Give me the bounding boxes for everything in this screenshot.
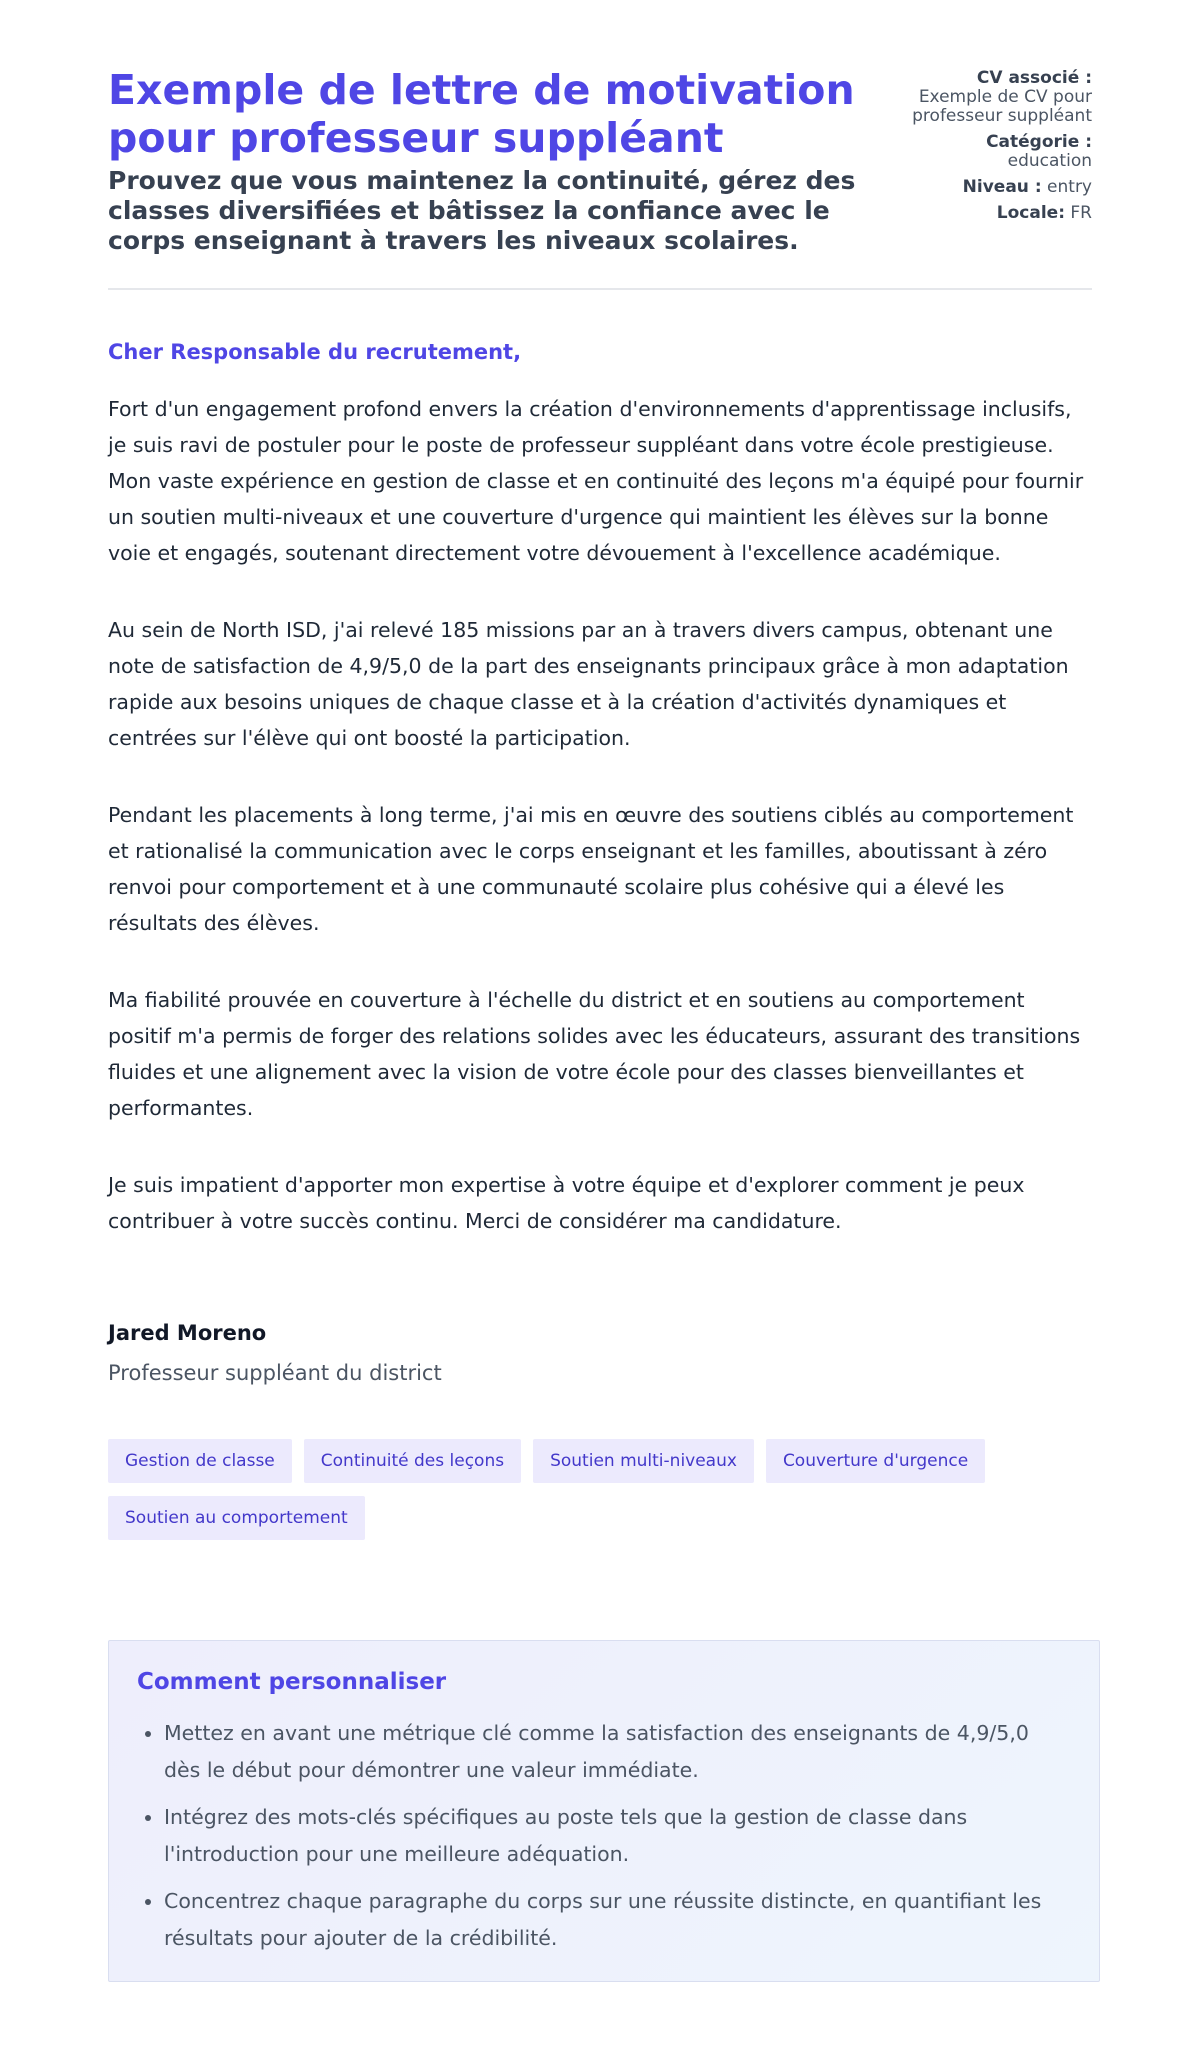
meta-level-value: entry: [1047, 177, 1092, 197]
tips-item: • Mettez en avant une métrique clé comme la satisfaction des enseignants de 4,9/5,0 dès le début pour démontrer une valeur immédiate.: [164, 1715, 1071, 1789]
meta-category-label: Catégorie :: [986, 132, 1092, 152]
letter-salutation: Cher Responsable du recrutement,: [108, 340, 522, 364]
meta-locale-value: FR: [1070, 203, 1092, 223]
letter-paragraph: Pendant les placements à long terme, j'ai mis en œuvre des soutiens ciblés au comportement et rationalisé la communication avec le corps enseignant et les familles, aboutissant à zéro renvoi pour comportement et à une communauté scolaire plus cohésive qui a élevé les résultats des élèves.: [108, 803, 1074, 935]
signature: [108, 1319, 1092, 1387]
signature-role: Professeur suppléant du district: [108, 1361, 442, 1385]
page-title: Exemple de lettre de motivation pour professeur suppléant: [108, 66, 855, 162]
meta-cv: [903, 69, 1092, 126]
page-header: [108, 60, 1092, 290]
letter-body: [108, 391, 1092, 1239]
meta-level: [903, 178, 1092, 197]
customization-tips: [108, 1640, 1100, 1982]
skill-tag: Soutien au comportement: [108, 1496, 365, 1540]
tips-title: Comment personnaliser: [137, 1669, 447, 1695]
letter-paragraph: Je suis impatient d'apporter mon expertise à votre équipe et d'explorer comment je peux contribuer à votre succès continu. Merci de considérer ma candidature.: [108, 1173, 1025, 1233]
skill-tag: Soutien multi-niveaux: [533, 1439, 754, 1483]
meta-category: [903, 133, 1092, 171]
meta-panel: [903, 60, 1092, 230]
skill-tag: Continuité des leçons: [304, 1439, 521, 1483]
letter-paragraph: Au sein de North ISD, j'ai relevé 185 missions par an à travers divers campus, obtenant une note de satisfaction de 4,9/5,0 de la part des enseignants principaux grâce à mon adaptation rapide aux besoins uniques de chaque classe et à la création d'activités dynamiques et centrées sur l'élève qui ont boosté la participation.: [108, 618, 1069, 750]
meta-locale-label: Locale:: [996, 203, 1065, 223]
meta-level-label: Niveau :: [962, 177, 1042, 197]
meta-cv-value: Exemple de CV pour professeur suppléant: [912, 87, 1092, 126]
skill-tag: Couverture d'urgence: [766, 1439, 985, 1483]
letter-paragraph: Fort d'un engagement profond envers la création d'environnements d'apprentissage inclusifs, je suis ravi de postuler pour le poste de professeur suppléant dans votre école prestigieuse. Mon vaste expérience en gestion de classe et en continuité des leçons m'a équipé pour fournir un soutien multi-niveaux et une couverture d'urgence qui maintient les élèves sur la bonne voie et engagés, soutenant directement votre dévouement à l'excellence académique.: [108, 397, 1084, 565]
tips-item: • Intégrez des mots-clés spécifiques au poste tels que la gestion de classe dans l'introduction pour une meilleure adéquation.: [164, 1799, 1071, 1873]
letter-paragraph: Ma fiabilité prouvée en couverture à l'échelle du district et en soutiens au comportement positif m'a permis de forger des relations solides avec les éducateurs, assurant des transitions fluides et une alignement avec la vision de votre école pour des classes bienveillantes et performantes.: [108, 988, 1081, 1120]
tips-list: [137, 1715, 1071, 1957]
skill-tag: Gestion de classe: [108, 1439, 292, 1483]
tips-item: • Concentrez chaque paragraphe du corps sur une réussite distincte, en quantifiant les résultats pour ajouter de la crédibilité.: [164, 1883, 1071, 1957]
meta-cv-label: CV associé :: [976, 68, 1092, 88]
skill-tags: [108, 1439, 1068, 1540]
meta-category-value: education: [1007, 151, 1092, 171]
meta-locale: [903, 204, 1092, 223]
signature-name: Jared Moreno: [108, 1321, 267, 1345]
page-subtitle: Prouvez que vous maintenez la continuité, gérez des classes diversifiées et bâtissez la confiance avec le corps enseignant à travers les niveaux scolaires.: [108, 166, 856, 255]
cover-letter: [108, 338, 1092, 1387]
header-titles: [108, 60, 903, 256]
